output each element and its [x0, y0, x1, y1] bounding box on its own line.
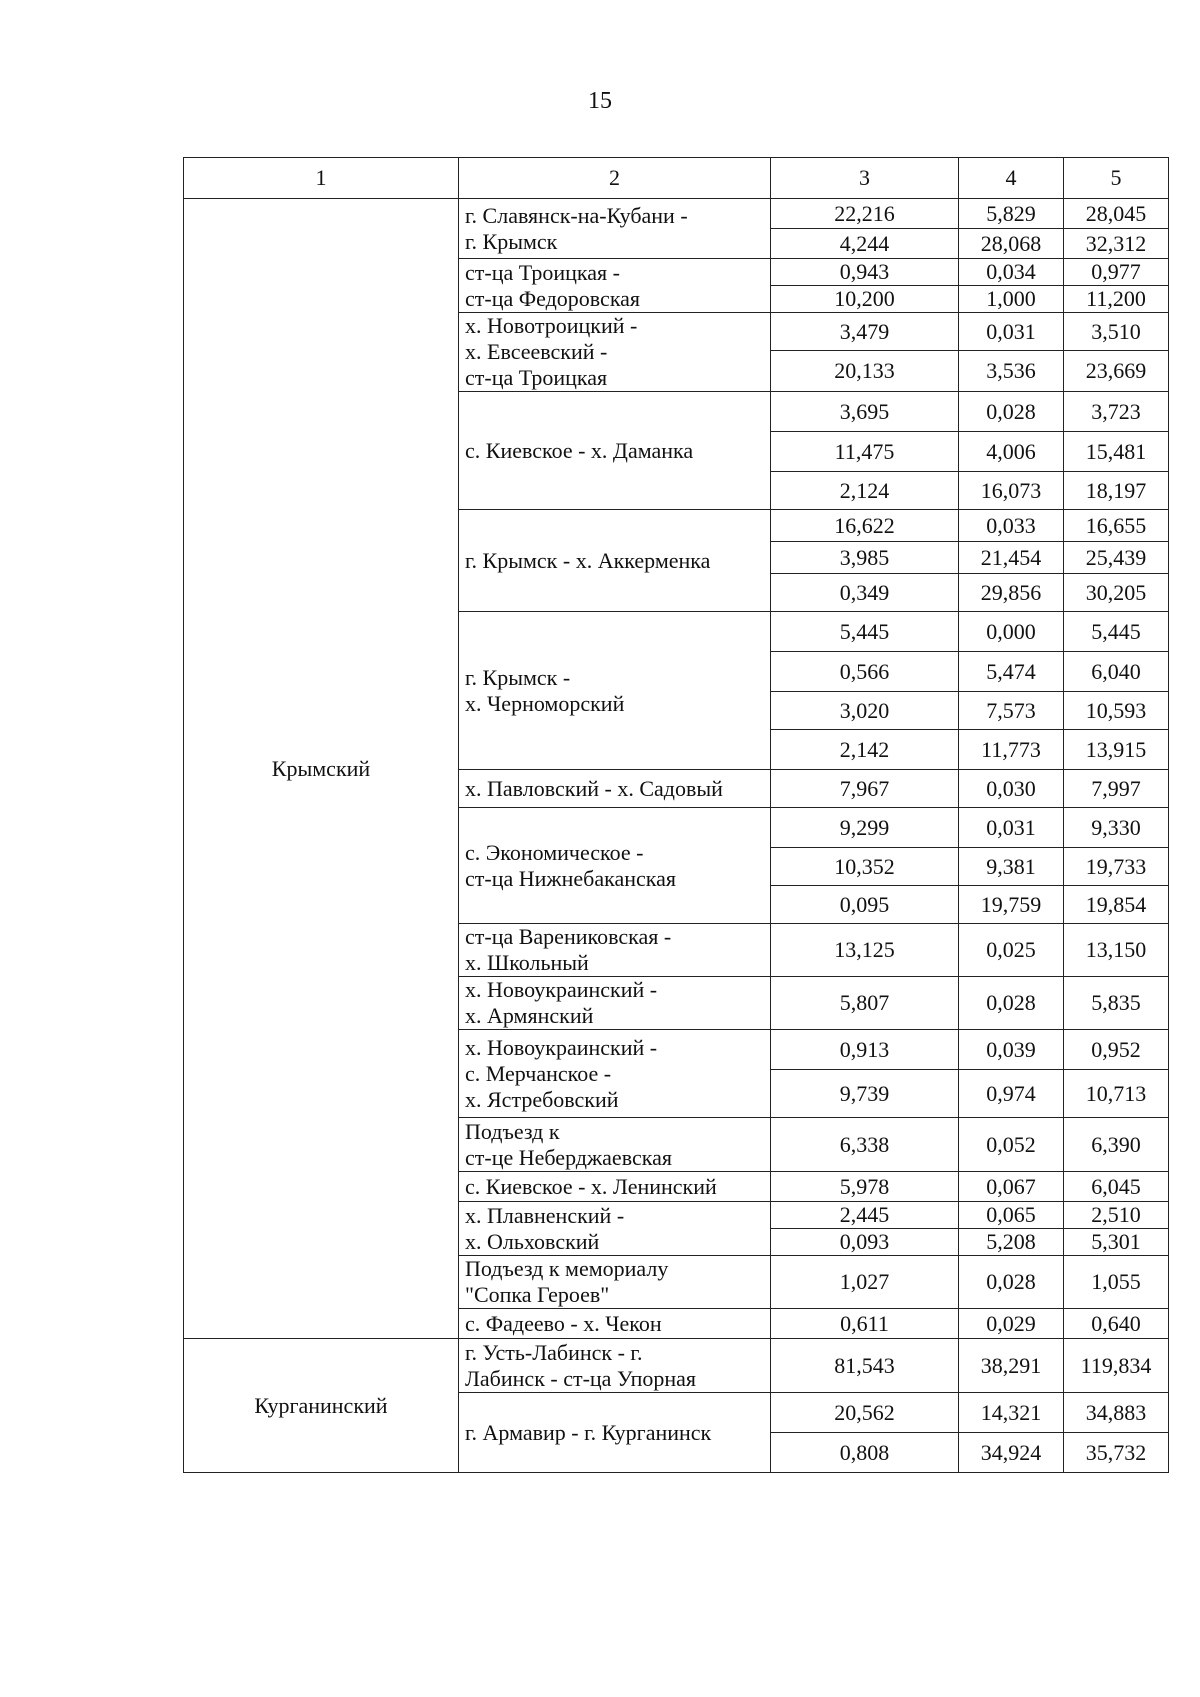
length-col4-cell: 5,208	[959, 1229, 1064, 1256]
length-col3-cell: 1,027	[771, 1256, 959, 1309]
column-header: 3	[771, 158, 959, 199]
length-col3-cell: 3,020	[771, 692, 959, 730]
road-name: ст-ца Троицкая - ст-ца Федоровская	[459, 259, 771, 313]
length-col3-cell: 9,299	[771, 808, 959, 848]
road-name: Подъезд к ст-це Неберджаевская	[459, 1118, 771, 1172]
column-header: 1	[184, 158, 459, 199]
road-name: г. Армавир - г. Курганинск	[459, 1393, 771, 1473]
length-col5-cell: 10,593	[1064, 692, 1169, 730]
length-col3-cell: 0,943	[771, 259, 959, 286]
length-col4-cell: 5,474	[959, 652, 1064, 692]
road-name: х. Новоукраинский - с. Мерчанское - х. Ястребовский	[459, 1030, 771, 1118]
length-col3-cell: 10,352	[771, 848, 959, 886]
length-col3-cell: 0,611	[771, 1309, 959, 1339]
road-name: х. Новотроицкий - х. Евсеевский - ст-ца Троицкая	[459, 313, 771, 392]
length-col4-cell: 0,028	[959, 392, 1064, 432]
length-col5-cell: 9,330	[1064, 808, 1169, 848]
length-col3-cell: 0,093	[771, 1229, 959, 1256]
length-col5-cell: 6,045	[1064, 1172, 1169, 1202]
column-header: 2	[459, 158, 771, 199]
length-col3-cell: 16,622	[771, 510, 959, 542]
length-col5-cell: 11,200	[1064, 286, 1169, 313]
length-col3-cell: 10,200	[771, 286, 959, 313]
length-col5-cell: 18,197	[1064, 472, 1169, 510]
length-col5-cell: 32,312	[1064, 229, 1169, 259]
length-col3-cell: 9,739	[771, 1070, 959, 1118]
length-col4-cell: 38,291	[959, 1339, 1064, 1393]
length-col5-cell: 34,883	[1064, 1393, 1169, 1433]
length-col3-cell: 5,978	[771, 1172, 959, 1202]
road-name: х. Плавненский - х. Ольховский	[459, 1202, 771, 1256]
length-col3-cell: 13,125	[771, 924, 959, 977]
length-col5-cell: 0,977	[1064, 259, 1169, 286]
column-header: 5	[1064, 158, 1169, 199]
length-col5-cell: 35,732	[1064, 1433, 1169, 1473]
length-col3-cell: 5,445	[771, 612, 959, 652]
road-name: с. Экономическое - ст-ца Нижнебаканская	[459, 808, 771, 924]
length-col3-cell: 11,475	[771, 432, 959, 472]
length-col5-cell: 3,723	[1064, 392, 1169, 432]
road-table	[183, 157, 1169, 1473]
length-col4-cell: 5,829	[959, 199, 1064, 229]
length-col4-cell: 4,006	[959, 432, 1064, 472]
length-col5-cell: 5,835	[1064, 977, 1169, 1030]
length-col5-cell: 10,713	[1064, 1070, 1169, 1118]
length-col4-cell: 34,924	[959, 1433, 1064, 1473]
length-col5-cell: 16,655	[1064, 510, 1169, 542]
length-col4-cell: 0,039	[959, 1030, 1064, 1070]
road-name: с. Киевское - х. Даманка	[459, 392, 771, 510]
length-col4-cell: 0,000	[959, 612, 1064, 652]
length-col3-cell: 5,807	[771, 977, 959, 1030]
table-row	[184, 1339, 1169, 1393]
length-col4-cell: 9,381	[959, 848, 1064, 886]
length-col3-cell: 0,095	[771, 886, 959, 924]
road-name: г. Усть-Лабинск - г. Лабинск - ст-ца Упорная	[459, 1339, 771, 1393]
length-col4-cell: 7,573	[959, 692, 1064, 730]
length-col4-cell: 0,028	[959, 1256, 1064, 1309]
length-col4-cell: 0,067	[959, 1172, 1064, 1202]
length-col4-cell: 1,000	[959, 286, 1064, 313]
length-col5-cell: 1,055	[1064, 1256, 1169, 1309]
length-col4-cell: 0,025	[959, 924, 1064, 977]
length-col4-cell: 0,974	[959, 1070, 1064, 1118]
length-col3-cell: 20,133	[771, 351, 959, 392]
length-col3-cell: 7,967	[771, 770, 959, 808]
length-col5-cell: 0,952	[1064, 1030, 1169, 1070]
length-col4-cell: 0,030	[959, 770, 1064, 808]
length-col4-cell: 0,028	[959, 977, 1064, 1030]
road-name: Подъезд к мемориалу "Сопка Героев"	[459, 1256, 771, 1309]
district-name: Курганинский	[184, 1339, 459, 1473]
length-col4-cell: 0,031	[959, 313, 1064, 351]
length-col5-cell: 25,439	[1064, 542, 1169, 574]
length-col5-cell: 30,205	[1064, 574, 1169, 612]
length-col5-cell: 28,045	[1064, 199, 1169, 229]
road-name: ст-ца Варениковская - х. Школьный	[459, 924, 771, 977]
length-col3-cell: 2,445	[771, 1202, 959, 1229]
length-col3-cell: 0,913	[771, 1030, 959, 1070]
table-body	[184, 199, 1169, 1473]
length-col3-cell: 22,216	[771, 199, 959, 229]
length-col4-cell: 0,029	[959, 1309, 1064, 1339]
header-row	[184, 158, 1169, 199]
length-col3-cell: 81,543	[771, 1339, 959, 1393]
length-col5-cell: 13,915	[1064, 730, 1169, 770]
length-col5-cell: 119,834	[1064, 1339, 1169, 1393]
length-col5-cell: 0,640	[1064, 1309, 1169, 1339]
length-col4-cell: 3,536	[959, 351, 1064, 392]
page-number: 15	[588, 88, 612, 114]
length-col3-cell: 0,566	[771, 652, 959, 692]
length-col5-cell: 5,445	[1064, 612, 1169, 652]
road-name: г. Крымск - х. Черноморский	[459, 612, 771, 770]
length-col5-cell: 19,733	[1064, 848, 1169, 886]
road-name: х. Павловский - х. Садовый	[459, 770, 771, 808]
length-col5-cell: 23,669	[1064, 351, 1169, 392]
length-col4-cell: 11,773	[959, 730, 1064, 770]
length-col4-cell: 0,033	[959, 510, 1064, 542]
road-name: с. Киевское - х. Ленинский	[459, 1172, 771, 1202]
length-col3-cell: 0,349	[771, 574, 959, 612]
length-col5-cell: 2,510	[1064, 1202, 1169, 1229]
road-name: г. Славянск-на-Кубани - г. Крымск	[459, 199, 771, 259]
length-col3-cell: 20,562	[771, 1393, 959, 1433]
length-col4-cell: 0,034	[959, 259, 1064, 286]
length-col3-cell: 4,244	[771, 229, 959, 259]
length-col5-cell: 6,390	[1064, 1118, 1169, 1172]
district-name: Крымский	[184, 199, 459, 1339]
length-col3-cell: 3,985	[771, 542, 959, 574]
length-col4-cell: 0,065	[959, 1202, 1064, 1229]
length-col5-cell: 19,854	[1064, 886, 1169, 924]
length-col5-cell: 7,997	[1064, 770, 1169, 808]
length-col4-cell: 29,856	[959, 574, 1064, 612]
length-col3-cell: 2,142	[771, 730, 959, 770]
length-col3-cell: 2,124	[771, 472, 959, 510]
length-col4-cell: 14,321	[959, 1393, 1064, 1433]
table-row	[184, 199, 1169, 229]
length-col3-cell: 3,479	[771, 313, 959, 351]
length-col4-cell: 0,052	[959, 1118, 1064, 1172]
length-col5-cell: 5,301	[1064, 1229, 1169, 1256]
length-col3-cell: 3,695	[771, 392, 959, 432]
length-col4-cell: 21,454	[959, 542, 1064, 574]
length-col5-cell: 6,040	[1064, 652, 1169, 692]
length-col5-cell: 13,150	[1064, 924, 1169, 977]
length-col5-cell: 15,481	[1064, 432, 1169, 472]
length-col3-cell: 6,338	[771, 1118, 959, 1172]
length-col4-cell: 0,031	[959, 808, 1064, 848]
length-col4-cell: 16,073	[959, 472, 1064, 510]
length-col5-cell: 3,510	[1064, 313, 1169, 351]
road-name: г. Крымск - х. Аккерменка	[459, 510, 771, 612]
length-col4-cell: 28,068	[959, 229, 1064, 259]
length-col3-cell: 0,808	[771, 1433, 959, 1473]
column-header: 4	[959, 158, 1064, 199]
road-name: х. Новоукраинский - х. Армянский	[459, 977, 771, 1030]
length-col4-cell: 19,759	[959, 886, 1064, 924]
road-name: с. Фадеево - х. Чекон	[459, 1309, 771, 1339]
